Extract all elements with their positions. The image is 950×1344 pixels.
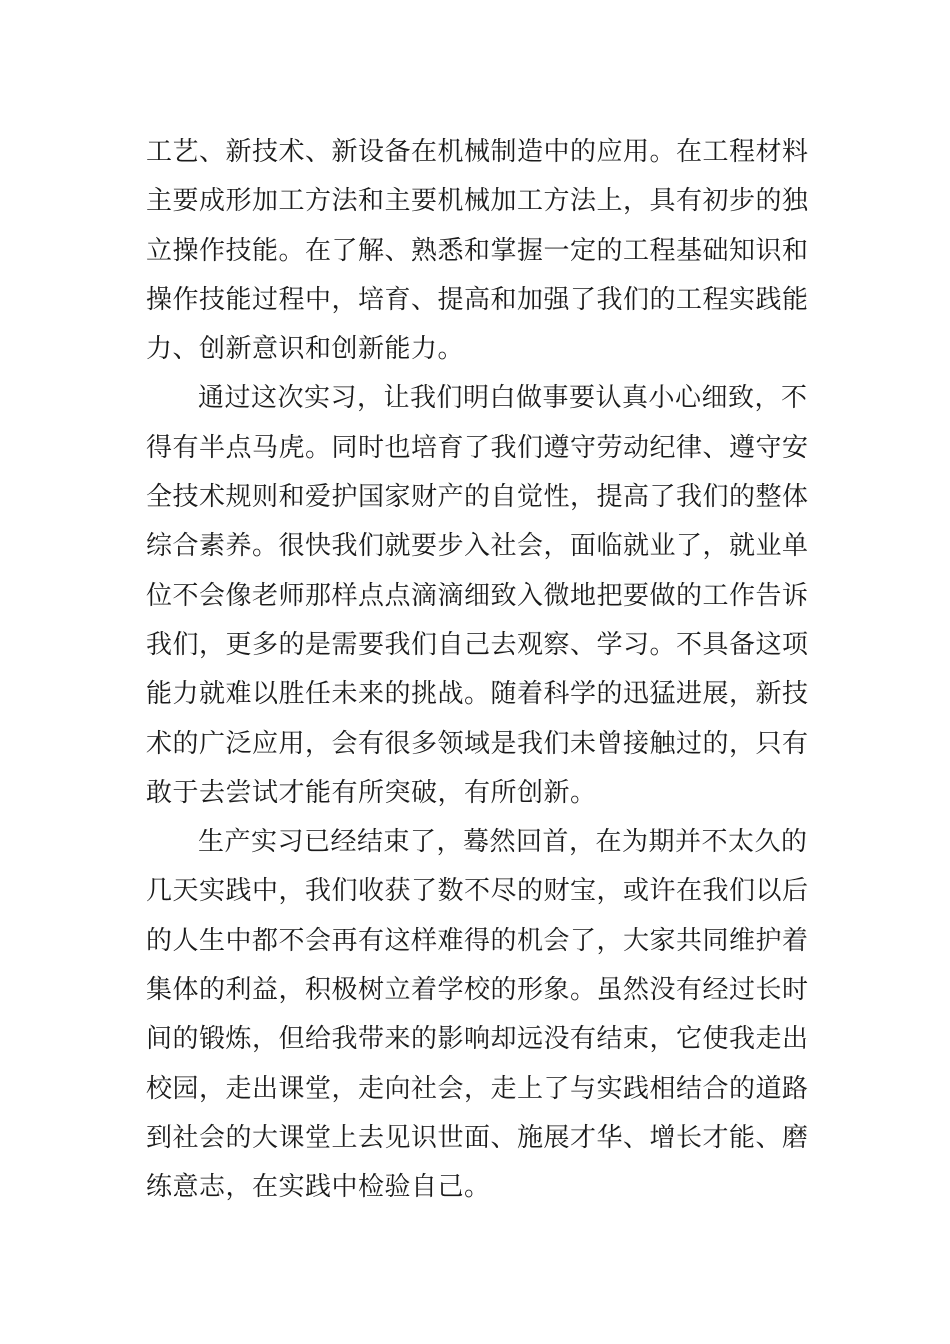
text-line: 立操作技能。在了解、熟悉和掌握一定的工程基础知识和 (146, 235, 809, 266)
paragraph-3 (146, 818, 809, 1212)
text-line: 到社会的大课堂上去见识世面、施展才华、增长才能、磨 (146, 1122, 809, 1153)
text-line: 力、创新意识和创新能力。 (146, 334, 465, 365)
text-line: 间的锻炼，但给我带来的影响却远没有结束，它使我走出 (146, 1024, 809, 1055)
text-line: 通过这次实习，让我们明白做事要认真小心细致，不 (198, 383, 808, 414)
paragraph-2 (146, 374, 809, 818)
text-line: 能力就难以胜任未来的挑战。随着科学的迅猛进展，新技 (146, 679, 809, 710)
text-line: 几天实践中，我们收获了数不尽的财宝，或许在我们以后 (146, 876, 809, 907)
document-body (146, 128, 809, 1213)
text-line: 敢于去尝试才能有所突破，有所创新。 (146, 777, 597, 808)
text-line: 工艺、新技术、新设备在机械制造中的应用。在工程材料 (146, 137, 809, 167)
text-line: 得有半点马虎。同时也培育了我们遵守劳动纪律、遵守安 (146, 432, 809, 463)
paragraph-1 (146, 128, 809, 374)
text-line: 生产实习已经结束了，蓦然回首，在为期并不太久的 (198, 827, 808, 858)
text-line: 校园，走出课堂，走向社会，走上了与实践相结合的道路 (146, 1073, 809, 1104)
text-line: 练意志，在实践中检验自己。 (146, 1172, 491, 1203)
text-line: 术的广泛应用，会有很多领域是我们未曾接触过的，只有 (146, 728, 809, 759)
text-line: 主要成形加工方法和主要机械加工方法上，具有初步的独 (146, 186, 809, 217)
text-line: 综合素养。很快我们就要步入社会，面临就业了，就业单 (146, 531, 809, 562)
text-line: 操作技能过程中，培育、提高和加强了我们的工程实践能 (146, 284, 809, 315)
text-line: 集体的利益，积极树立着学校的形象。虽然没有经过长时 (146, 975, 809, 1006)
text-line: 位不会像老师那样点点滴滴细致入微地把要做的工作告诉 (146, 580, 809, 611)
text-line: 全技术规则和爱护国家财产的自觉性，提高了我们的整体 (146, 482, 809, 513)
text-line: 我们，更多的是需要我们自己去观察、学习。不具备这项 (146, 629, 809, 660)
text-line: 的人生中都不会再有这样难得的机会了，大家共同维护着 (146, 925, 809, 956)
